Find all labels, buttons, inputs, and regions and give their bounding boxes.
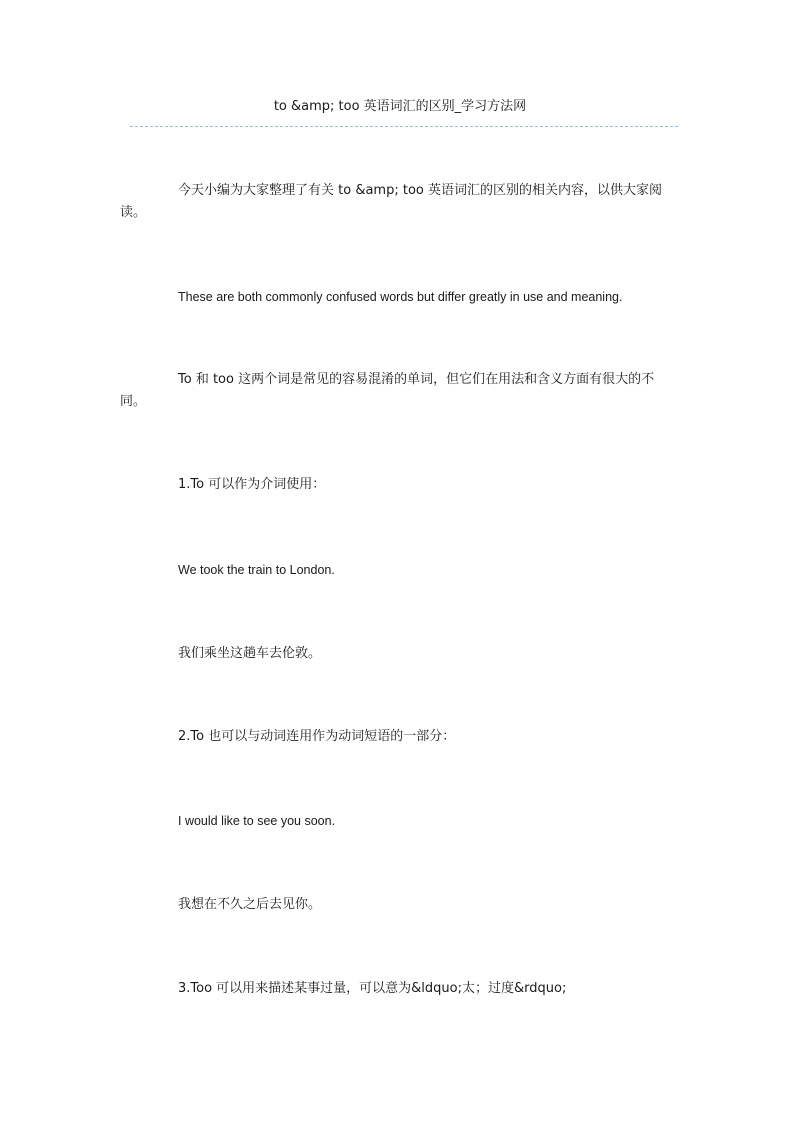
paragraph-english-summary: These are both commonly confused words but differ greatly in use and meaning.: [178, 290, 623, 304]
heading-point-2: 2.To 也可以与动词连用作为动词短语的一部分：: [178, 729, 456, 744]
example-english-1: We took the train to London.: [178, 563, 335, 577]
example-english-2: I would like to see you soon.: [178, 814, 336, 828]
example-chinese-1: 我们乘坐这趟车去伦敦。: [178, 646, 322, 661]
page-title: to &amp; too 英语词汇的区别_学习方法网: [273, 99, 527, 114]
example-chinese-2: 我想在不久之后去见你。: [178, 897, 322, 912]
title-divider: [130, 126, 678, 127]
paragraph-intro: 今天小编为大家整理了有关 to &amp; too 英语词汇的区别的相关内容，以供大家阅读。: [120, 183, 662, 220]
heading-point-1: 1.To 可以作为介词使用：: [178, 477, 326, 492]
paragraph-chinese-summary: To 和 too 这两个词是常见的容易混淆的单词，但它们在用法和含义方面有很大的不同。: [120, 372, 655, 409]
heading-point-3: 3.Too 可以用来描述某事过量，可以意为&ldquo;太；过度&rdquo;: [178, 981, 567, 996]
